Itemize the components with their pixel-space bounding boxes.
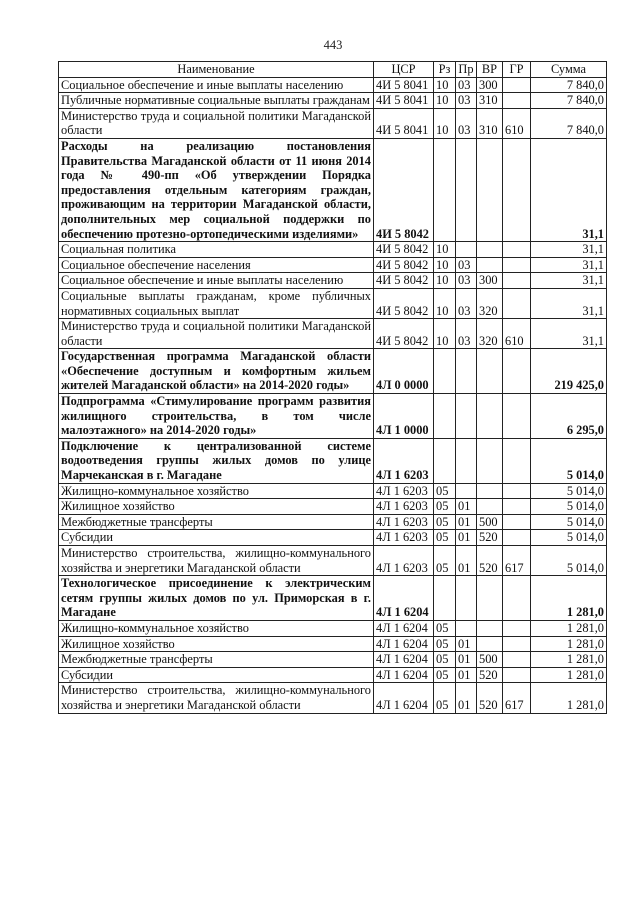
cell-rz: 05 bbox=[434, 530, 456, 546]
cell-sum: 1 281,0 bbox=[531, 620, 607, 636]
cell-vr bbox=[477, 138, 503, 241]
cell-sum: 1 281,0 bbox=[531, 576, 607, 621]
cell-gr bbox=[503, 257, 531, 273]
cell-name: Социальное обеспечение и иные выплаты населению bbox=[59, 273, 374, 289]
cell-rz bbox=[434, 349, 456, 394]
table-row bbox=[59, 683, 607, 713]
cell-csr: 4Л 1 6203 bbox=[374, 514, 434, 530]
cell-csr: 4И 5 8042 bbox=[374, 138, 434, 241]
cell-vr bbox=[477, 257, 503, 273]
cell-rz: 05 bbox=[434, 667, 456, 683]
cell-sum: 1 281,0 bbox=[531, 667, 607, 683]
cell-csr: 4И 5 8042 bbox=[374, 273, 434, 289]
cell-gr bbox=[503, 483, 531, 499]
cell-gr: 610 bbox=[503, 319, 531, 349]
cell-vr: 300 bbox=[477, 273, 503, 289]
cell-vr: 520 bbox=[477, 530, 503, 546]
cell-pr bbox=[456, 349, 477, 394]
cell-vr: 300 bbox=[477, 77, 503, 93]
cell-rz: 10 bbox=[434, 77, 456, 93]
cell-pr bbox=[456, 483, 477, 499]
cell-vr: 500 bbox=[477, 652, 503, 668]
cell-pr bbox=[456, 138, 477, 241]
cell-sum: 7 840,0 bbox=[531, 93, 607, 109]
cell-vr bbox=[477, 438, 503, 483]
cell-pr: 01 bbox=[456, 530, 477, 546]
cell-name: Технологическое присоединение к электрическим сетям группы жилых домов по ул. Приморская в г. Магадане bbox=[59, 576, 374, 621]
cell-gr bbox=[503, 667, 531, 683]
cell-pr: 01 bbox=[456, 683, 477, 713]
cell-name: Публичные нормативные социальные выплаты гражданам bbox=[59, 93, 374, 109]
cell-sum: 31,1 bbox=[531, 242, 607, 258]
cell-sum: 5 014,0 bbox=[531, 483, 607, 499]
cell-csr: 4Л 1 6203 bbox=[374, 546, 434, 576]
cell-gr bbox=[503, 438, 531, 483]
cell-csr: 4И 5 8042 bbox=[374, 242, 434, 258]
cell-pr: 03 bbox=[456, 319, 477, 349]
cell-name: Подпрограмма «Стимулирование программ развития жилищного строительства, в том числе малоэтажного» на 2014-2020 годы» bbox=[59, 394, 374, 439]
cell-gr: 610 bbox=[503, 108, 531, 138]
cell-sum: 5 014,0 bbox=[531, 530, 607, 546]
cell-vr: 520 bbox=[477, 667, 503, 683]
table-row bbox=[59, 394, 607, 439]
cell-name: Жилищное хозяйство bbox=[59, 499, 374, 515]
cell-gr bbox=[503, 636, 531, 652]
cell-pr: 03 bbox=[456, 273, 477, 289]
cell-csr: 4И 5 8042 bbox=[374, 288, 434, 318]
cell-pr: 01 bbox=[456, 636, 477, 652]
cell-gr bbox=[503, 242, 531, 258]
cell-name: Подключение к централизованной системе водоотведения группы жилых домов по улице Марчеканская в г. Магадане bbox=[59, 438, 374, 483]
table-header-row bbox=[59, 62, 607, 78]
cell-pr: 01 bbox=[456, 667, 477, 683]
table-row bbox=[59, 288, 607, 318]
cell-sum: 5 014,0 bbox=[531, 499, 607, 515]
cell-rz: 05 bbox=[434, 546, 456, 576]
cell-name: Субсидии bbox=[59, 667, 374, 683]
cell-rz: 05 bbox=[434, 499, 456, 515]
cell-vr: 520 bbox=[477, 546, 503, 576]
cell-rz bbox=[434, 394, 456, 439]
cell-pr: 03 bbox=[456, 288, 477, 318]
table-row bbox=[59, 514, 607, 530]
cell-sum: 1 281,0 bbox=[531, 636, 607, 652]
cell-gr bbox=[503, 652, 531, 668]
cell-csr: 4И 5 8042 bbox=[374, 319, 434, 349]
cell-vr: 320 bbox=[477, 319, 503, 349]
cell-vr: 520 bbox=[477, 683, 503, 713]
cell-name: Государственная программа Магаданской области «Обеспечение доступным и комфортным жильем жителей Магаданской области» на 2014-2020 годы» bbox=[59, 349, 374, 394]
cell-sum: 6 295,0 bbox=[531, 394, 607, 439]
header-rz: Рз bbox=[434, 62, 456, 78]
table-row bbox=[59, 652, 607, 668]
table-row bbox=[59, 349, 607, 394]
cell-name: Расходы на реализацию постановления Правительства Магаданской области от 11 июня 2014 года № 490-пп «Об утверждении Порядка предоставления отдельным категориям граждан, проживающим на территории Магаданской области, дополнительных мер социальной поддержки по обеспечению протезно-ортопедическими изделиями» bbox=[59, 138, 374, 241]
cell-pr: 03 bbox=[456, 77, 477, 93]
cell-pr: 01 bbox=[456, 546, 477, 576]
cell-rz bbox=[434, 438, 456, 483]
header-pr: Пр bbox=[456, 62, 477, 78]
cell-name: Жилищное хозяйство bbox=[59, 636, 374, 652]
cell-csr: 4Л 1 6204 bbox=[374, 620, 434, 636]
table-row bbox=[59, 530, 607, 546]
cell-vr bbox=[477, 636, 503, 652]
cell-sum: 1 281,0 bbox=[531, 683, 607, 713]
cell-name: Жилищно-коммунальное хозяйство bbox=[59, 483, 374, 499]
cell-rz bbox=[434, 138, 456, 241]
table-row bbox=[59, 483, 607, 499]
cell-rz: 05 bbox=[434, 514, 456, 530]
header-sum: Сумма bbox=[531, 62, 607, 78]
table-row bbox=[59, 546, 607, 576]
cell-gr bbox=[503, 576, 531, 621]
table-body bbox=[59, 77, 607, 713]
cell-vr bbox=[477, 620, 503, 636]
cell-pr bbox=[456, 242, 477, 258]
table-row bbox=[59, 138, 607, 241]
cell-gr bbox=[503, 93, 531, 109]
cell-vr bbox=[477, 394, 503, 439]
cell-rz: 05 bbox=[434, 652, 456, 668]
cell-rz: 10 bbox=[434, 93, 456, 109]
cell-pr bbox=[456, 438, 477, 483]
cell-name: Субсидии bbox=[59, 530, 374, 546]
cell-name: Межбюджетные трансферты bbox=[59, 514, 374, 530]
cell-vr bbox=[477, 499, 503, 515]
budget-table bbox=[58, 61, 607, 714]
cell-sum: 5 014,0 bbox=[531, 546, 607, 576]
cell-pr bbox=[456, 394, 477, 439]
cell-name: Министерство труда и социальной политики Магаданской области bbox=[59, 319, 374, 349]
cell-pr: 01 bbox=[456, 514, 477, 530]
cell-gr: 617 bbox=[503, 683, 531, 713]
cell-gr bbox=[503, 288, 531, 318]
cell-pr: 03 bbox=[456, 108, 477, 138]
cell-rz: 05 bbox=[434, 483, 456, 499]
cell-gr bbox=[503, 620, 531, 636]
cell-name: Межбюджетные трансферты bbox=[59, 652, 374, 668]
cell-sum: 219 425,0 bbox=[531, 349, 607, 394]
table-row bbox=[59, 636, 607, 652]
cell-rz: 05 bbox=[434, 683, 456, 713]
cell-gr: 617 bbox=[503, 546, 531, 576]
cell-csr: 4И 5 8041 bbox=[374, 108, 434, 138]
table-row bbox=[59, 77, 607, 93]
cell-csr: 4Л 1 6204 bbox=[374, 667, 434, 683]
cell-csr: 4Л 1 6203 bbox=[374, 483, 434, 499]
cell-csr: 4Л 1 6203 bbox=[374, 530, 434, 546]
table-row bbox=[59, 273, 607, 289]
cell-gr bbox=[503, 530, 531, 546]
table-row bbox=[59, 319, 607, 349]
cell-pr bbox=[456, 576, 477, 621]
cell-vr bbox=[477, 483, 503, 499]
table-row bbox=[59, 108, 607, 138]
cell-csr: 4Л 1 6204 bbox=[374, 636, 434, 652]
cell-rz: 10 bbox=[434, 257, 456, 273]
cell-sum: 31,1 bbox=[531, 257, 607, 273]
cell-rz bbox=[434, 576, 456, 621]
cell-pr: 01 bbox=[456, 652, 477, 668]
cell-pr: 01 bbox=[456, 499, 477, 515]
cell-rz: 10 bbox=[434, 273, 456, 289]
cell-name: Социальное обеспечение и иные выплаты населению bbox=[59, 77, 374, 93]
header-gr: ГР bbox=[503, 62, 531, 78]
cell-csr: 4Л 1 6203 bbox=[374, 438, 434, 483]
cell-csr: 4Л 1 0000 bbox=[374, 394, 434, 439]
cell-vr: 310 bbox=[477, 93, 503, 109]
cell-sum: 1 281,0 bbox=[531, 652, 607, 668]
cell-pr: 03 bbox=[456, 93, 477, 109]
cell-csr: 4Л 1 6204 bbox=[374, 683, 434, 713]
cell-csr: 4И 5 8041 bbox=[374, 77, 434, 93]
cell-sum: 31,1 bbox=[531, 319, 607, 349]
cell-csr: 4Л 1 6204 bbox=[374, 576, 434, 621]
cell-rz: 10 bbox=[434, 288, 456, 318]
table-row bbox=[59, 667, 607, 683]
cell-gr bbox=[503, 77, 531, 93]
cell-rz: 10 bbox=[434, 242, 456, 258]
cell-sum: 31,1 bbox=[531, 288, 607, 318]
cell-sum: 5 014,0 bbox=[531, 438, 607, 483]
cell-name: Жилищно-коммунальное хозяйство bbox=[59, 620, 374, 636]
cell-name: Социальные выплаты гражданам, кроме публичных нормативных социальных выплат bbox=[59, 288, 374, 318]
cell-vr bbox=[477, 242, 503, 258]
table-row bbox=[59, 93, 607, 109]
cell-rz: 05 bbox=[434, 620, 456, 636]
cell-vr bbox=[477, 576, 503, 621]
cell-vr bbox=[477, 349, 503, 394]
cell-sum: 7 840,0 bbox=[531, 108, 607, 138]
cell-sum: 31,1 bbox=[531, 273, 607, 289]
header-csr: ЦСР bbox=[374, 62, 434, 78]
cell-gr bbox=[503, 349, 531, 394]
cell-vr: 310 bbox=[477, 108, 503, 138]
cell-gr bbox=[503, 138, 531, 241]
cell-rz: 10 bbox=[434, 108, 456, 138]
cell-vr: 320 bbox=[477, 288, 503, 318]
table-row bbox=[59, 438, 607, 483]
cell-sum: 7 840,0 bbox=[531, 77, 607, 93]
table-row bbox=[59, 499, 607, 515]
cell-name: Социальная политика bbox=[59, 242, 374, 258]
table-row bbox=[59, 576, 607, 621]
table-row bbox=[59, 257, 607, 273]
cell-sum: 31,1 bbox=[531, 138, 607, 241]
cell-name: Социальное обеспечение населения bbox=[59, 257, 374, 273]
header-vr: ВР bbox=[477, 62, 503, 78]
cell-gr bbox=[503, 514, 531, 530]
cell-name: Министерство труда и социальной политики Магаданской области bbox=[59, 108, 374, 138]
cell-gr bbox=[503, 499, 531, 515]
cell-vr: 500 bbox=[477, 514, 503, 530]
header-name: Наименование bbox=[59, 62, 374, 78]
cell-rz: 05 bbox=[434, 636, 456, 652]
cell-sum: 5 014,0 bbox=[531, 514, 607, 530]
cell-pr bbox=[456, 620, 477, 636]
cell-rz: 10 bbox=[434, 319, 456, 349]
cell-gr bbox=[503, 273, 531, 289]
cell-csr: 4И 5 8041 bbox=[374, 93, 434, 109]
cell-gr bbox=[503, 394, 531, 439]
cell-csr: 4Л 1 6203 bbox=[374, 499, 434, 515]
page-number: 443 bbox=[323, 38, 343, 52]
cell-csr: 4Л 0 0000 bbox=[374, 349, 434, 394]
table-row bbox=[59, 242, 607, 258]
cell-pr: 03 bbox=[456, 257, 477, 273]
table-row bbox=[59, 620, 607, 636]
cell-name: Министерство строительства, жилищно-коммунального хозяйства и энергетики Магаданской области bbox=[59, 683, 374, 713]
cell-name: Министерство строительства, жилищно-коммунального хозяйства и энергетики Магаданской области bbox=[59, 546, 374, 576]
cell-csr: 4Л 1 6204 bbox=[374, 652, 434, 668]
cell-csr: 4И 5 8042 bbox=[374, 257, 434, 273]
